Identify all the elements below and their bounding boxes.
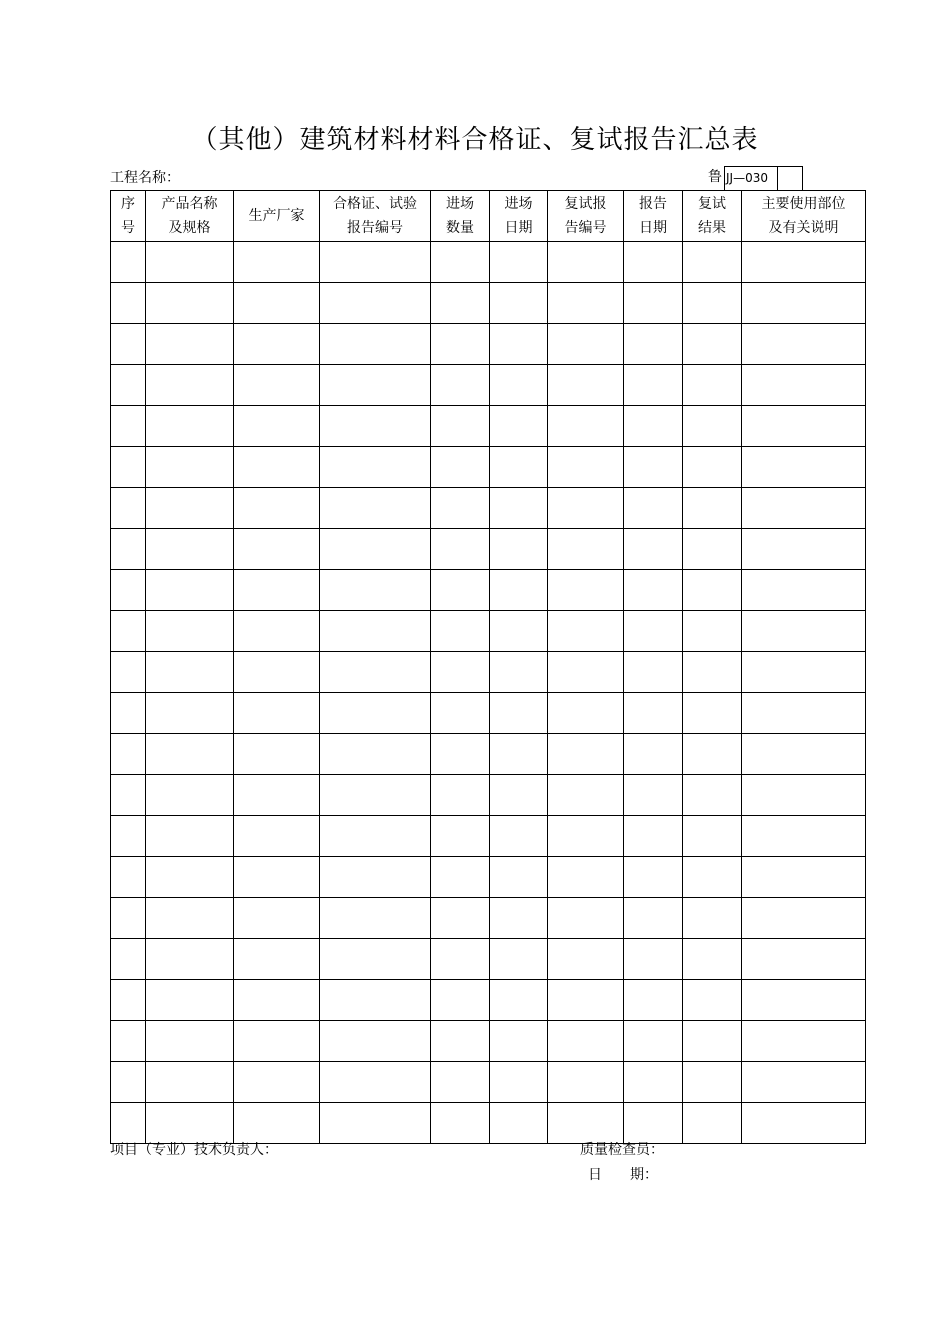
table-row: [111, 1103, 866, 1144]
table-cell[interactable]: [683, 406, 742, 447]
table-cell[interactable]: [146, 324, 234, 365]
table-cell[interactable]: [111, 406, 146, 447]
form-code-prefix: 鲁: [708, 169, 722, 185]
table-cell[interactable]: [146, 611, 234, 652]
table-cell[interactable]: [742, 488, 866, 529]
table-row: [111, 447, 866, 488]
table-cell[interactable]: [683, 816, 742, 857]
table-cell[interactable]: [431, 816, 490, 857]
table-cell[interactable]: [490, 529, 548, 570]
table-cell[interactable]: [683, 1103, 742, 1144]
table-cell[interactable]: [234, 529, 320, 570]
table-cell[interactable]: [683, 939, 742, 980]
header-serial-no: 序 号: [111, 191, 146, 242]
table-cell[interactable]: [683, 857, 742, 898]
table-cell[interactable]: [548, 488, 624, 529]
header-certificate-no: 合格证、试验 报告编号: [320, 191, 431, 242]
table-cell[interactable]: [111, 734, 146, 775]
table-cell[interactable]: [624, 447, 683, 488]
summary-table: [110, 190, 866, 1144]
table-cell[interactable]: [146, 693, 234, 734]
table-cell[interactable]: [548, 816, 624, 857]
table-row: [111, 693, 866, 734]
table-cell[interactable]: [548, 980, 624, 1021]
table-cell[interactable]: [146, 529, 234, 570]
table-cell[interactable]: [146, 652, 234, 693]
table-cell[interactable]: [548, 324, 624, 365]
table-cell[interactable]: [146, 816, 234, 857]
table-row: [111, 857, 866, 898]
table-cell[interactable]: [146, 775, 234, 816]
table-cell[interactable]: [490, 857, 548, 898]
table-cell[interactable]: [490, 570, 548, 611]
table-cell[interactable]: [111, 857, 146, 898]
table-body: [111, 242, 866, 1144]
table-cell[interactable]: [683, 529, 742, 570]
table-cell[interactable]: [234, 324, 320, 365]
table-cell[interactable]: [320, 611, 431, 652]
table-cell[interactable]: [234, 570, 320, 611]
table-cell[interactable]: [234, 693, 320, 734]
table-cell[interactable]: [234, 980, 320, 1021]
table-cell[interactable]: [320, 898, 431, 939]
table-cell[interactable]: [683, 488, 742, 529]
table-cell[interactable]: [624, 693, 683, 734]
table-cell[interactable]: [548, 242, 624, 283]
table-cell[interactable]: [111, 529, 146, 570]
form-code-number: JJ—030: [725, 167, 778, 191]
table-row: [111, 652, 866, 693]
table-cell[interactable]: [111, 898, 146, 939]
table-cell[interactable]: [742, 1021, 866, 1062]
table-cell[interactable]: [431, 1021, 490, 1062]
table-cell[interactable]: [431, 529, 490, 570]
table-cell[interactable]: [683, 365, 742, 406]
table-cell[interactable]: [320, 570, 431, 611]
table-header-row: [111, 191, 866, 242]
table-cell[interactable]: [234, 816, 320, 857]
table-cell[interactable]: [624, 570, 683, 611]
table-cell[interactable]: [624, 1021, 683, 1062]
table-cell[interactable]: [431, 775, 490, 816]
table-cell[interactable]: [234, 1021, 320, 1062]
table-row: [111, 611, 866, 652]
table-cell[interactable]: [624, 775, 683, 816]
table-cell[interactable]: [320, 365, 431, 406]
table-cell[interactable]: [431, 365, 490, 406]
table-cell[interactable]: [234, 857, 320, 898]
table-cell[interactable]: [320, 857, 431, 898]
table-cell[interactable]: [234, 283, 320, 324]
table-cell[interactable]: [548, 611, 624, 652]
table-row: [111, 242, 866, 283]
table-cell[interactable]: [431, 898, 490, 939]
table-cell[interactable]: [111, 939, 146, 980]
table-cell[interactable]: [490, 611, 548, 652]
table-cell[interactable]: [548, 652, 624, 693]
header-product-name: 产品名称 及规格: [146, 191, 234, 242]
table-cell[interactable]: [146, 857, 234, 898]
table-cell[interactable]: [683, 324, 742, 365]
table-cell[interactable]: [683, 775, 742, 816]
table-cell[interactable]: [683, 898, 742, 939]
table-cell[interactable]: [111, 980, 146, 1021]
table-cell[interactable]: [548, 1103, 624, 1144]
table-cell[interactable]: [742, 693, 866, 734]
table-cell[interactable]: [320, 1021, 431, 1062]
table-cell[interactable]: [490, 1103, 548, 1144]
table-cell[interactable]: [431, 447, 490, 488]
table-row: [111, 283, 866, 324]
table-cell[interactable]: [146, 1103, 234, 1144]
table-cell[interactable]: [146, 570, 234, 611]
table-cell[interactable]: [320, 980, 431, 1021]
table-cell[interactable]: [742, 980, 866, 1021]
table-cell[interactable]: [742, 1062, 866, 1103]
table-cell[interactable]: [742, 611, 866, 652]
table-cell[interactable]: [146, 242, 234, 283]
table-cell[interactable]: [320, 529, 431, 570]
table-cell[interactable]: [548, 898, 624, 939]
table-cell[interactable]: [111, 1062, 146, 1103]
table-cell[interactable]: [111, 652, 146, 693]
table-cell[interactable]: [742, 652, 866, 693]
table-cell[interactable]: [146, 365, 234, 406]
table-cell[interactable]: [320, 652, 431, 693]
table-cell[interactable]: [742, 1103, 866, 1144]
table-cell[interactable]: [146, 939, 234, 980]
table-cell[interactable]: [548, 447, 624, 488]
table-cell[interactable]: [490, 283, 548, 324]
table-cell[interactable]: [146, 406, 234, 447]
table-row: [111, 488, 866, 529]
table-cell[interactable]: [431, 611, 490, 652]
table-cell[interactable]: [624, 365, 683, 406]
table-cell[interactable]: [548, 406, 624, 447]
table-cell[interactable]: [624, 1103, 683, 1144]
form-code-blank-cell: [778, 167, 802, 191]
table-cell[interactable]: [234, 775, 320, 816]
table-cell[interactable]: [320, 775, 431, 816]
table-cell[interactable]: [742, 816, 866, 857]
table-cell[interactable]: [146, 980, 234, 1021]
table-cell[interactable]: [111, 1103, 146, 1144]
table-cell[interactable]: [683, 693, 742, 734]
table-cell[interactable]: [683, 652, 742, 693]
table-cell[interactable]: [431, 734, 490, 775]
table-cell[interactable]: [234, 406, 320, 447]
table-cell[interactable]: [742, 242, 866, 283]
table-cell[interactable]: [111, 611, 146, 652]
table-cell[interactable]: [490, 898, 548, 939]
table-cell[interactable]: [320, 693, 431, 734]
table-cell[interactable]: [111, 816, 146, 857]
form-code: [708, 166, 803, 191]
table-cell[interactable]: [234, 734, 320, 775]
table-cell[interactable]: [548, 939, 624, 980]
header-entry-date: 进场 日期: [490, 191, 548, 242]
table-cell[interactable]: [742, 324, 866, 365]
table-cell[interactable]: [624, 898, 683, 939]
table-cell[interactable]: [683, 980, 742, 1021]
header-entry-quantity: 进场 数量: [431, 191, 490, 242]
table-row: [111, 898, 866, 939]
table-row: [111, 816, 866, 857]
table-cell[interactable]: [624, 1062, 683, 1103]
table-cell[interactable]: [111, 488, 146, 529]
table-row: [111, 529, 866, 570]
table-cell[interactable]: [146, 1062, 234, 1103]
table-cell[interactable]: [742, 529, 866, 570]
table-cell[interactable]: [320, 1103, 431, 1144]
table-cell[interactable]: [431, 857, 490, 898]
table-cell[interactable]: [320, 406, 431, 447]
table-cell[interactable]: [624, 406, 683, 447]
table-cell[interactable]: [320, 816, 431, 857]
table-cell[interactable]: [320, 734, 431, 775]
table-row: [111, 1062, 866, 1103]
table-cell[interactable]: [548, 734, 624, 775]
table-cell[interactable]: [683, 570, 742, 611]
table-row: [111, 1021, 866, 1062]
table-cell[interactable]: [548, 1021, 624, 1062]
table-cell[interactable]: [146, 734, 234, 775]
table-cell[interactable]: [490, 324, 548, 365]
table-cell[interactable]: [683, 611, 742, 652]
header-report-date: 报告 日期: [624, 191, 683, 242]
table-cell[interactable]: [490, 1021, 548, 1062]
table-cell[interactable]: [234, 488, 320, 529]
table-cell[interactable]: [683, 734, 742, 775]
table-cell[interactable]: [146, 898, 234, 939]
table-cell[interactable]: [624, 857, 683, 898]
table-cell[interactable]: [111, 283, 146, 324]
table-cell[interactable]: [490, 652, 548, 693]
table-cell[interactable]: [683, 1062, 742, 1103]
table-cell[interactable]: [234, 939, 320, 980]
table-cell[interactable]: [624, 488, 683, 529]
table-cell[interactable]: [490, 734, 548, 775]
table-row: [111, 775, 866, 816]
table-cell[interactable]: [683, 283, 742, 324]
table-cell[interactable]: [111, 1021, 146, 1062]
table-cell[interactable]: [234, 242, 320, 283]
table-cell[interactable]: [234, 1103, 320, 1144]
table-cell[interactable]: [548, 775, 624, 816]
table-cell[interactable]: [683, 242, 742, 283]
table-cell[interactable]: [111, 775, 146, 816]
table-cell[interactable]: [111, 365, 146, 406]
table-cell[interactable]: [431, 1103, 490, 1144]
form-code-box: [724, 166, 803, 191]
table-cell[interactable]: [320, 283, 431, 324]
table-cell[interactable]: [490, 816, 548, 857]
table-cell[interactable]: [431, 242, 490, 283]
table-cell[interactable]: [431, 488, 490, 529]
table-cell[interactable]: [742, 283, 866, 324]
table-cell[interactable]: [234, 1062, 320, 1103]
table-cell[interactable]: [624, 324, 683, 365]
table-cell[interactable]: [624, 734, 683, 775]
table-cell[interactable]: [111, 570, 146, 611]
date-label: 日 期：: [588, 1167, 658, 1183]
table-cell[interactable]: [742, 570, 866, 611]
table-cell[interactable]: [320, 939, 431, 980]
project-name-label: 工程名称：: [110, 170, 180, 186]
table-cell[interactable]: [624, 939, 683, 980]
table-cell[interactable]: [490, 775, 548, 816]
table-cell[interactable]: [111, 242, 146, 283]
table-cell[interactable]: [146, 1021, 234, 1062]
table-cell[interactable]: [624, 652, 683, 693]
table-row: [111, 734, 866, 775]
table-cell[interactable]: [320, 488, 431, 529]
table-cell[interactable]: [624, 980, 683, 1021]
table-cell[interactable]: [548, 283, 624, 324]
tech-lead-signature-label: 项目（专业）技术负责人：: [110, 1142, 278, 1158]
table-cell[interactable]: [548, 1062, 624, 1103]
table-cell[interactable]: [320, 447, 431, 488]
table-cell[interactable]: [234, 447, 320, 488]
table-row: [111, 324, 866, 365]
table-row: [111, 365, 866, 406]
table-cell[interactable]: [320, 242, 431, 283]
table-cell[interactable]: [146, 283, 234, 324]
table-cell[interactable]: [431, 570, 490, 611]
table-cell[interactable]: [234, 652, 320, 693]
table-cell[interactable]: [624, 529, 683, 570]
table-cell[interactable]: [490, 447, 548, 488]
table-cell[interactable]: [548, 529, 624, 570]
header-retest-result: 复试 结果: [683, 191, 742, 242]
table-cell[interactable]: [431, 406, 490, 447]
inspector-signature-label: 质量检查员：: [580, 1142, 664, 1158]
table-cell[interactable]: [431, 1062, 490, 1103]
table-cell[interactable]: [490, 488, 548, 529]
table-cell[interactable]: [431, 324, 490, 365]
document-title: （其他）建筑材料材料合格证、复试报告汇总表: [191, 125, 759, 155]
table-row: [111, 939, 866, 980]
table-cell[interactable]: [111, 693, 146, 734]
table-cell[interactable]: [742, 365, 866, 406]
table-row: [111, 406, 866, 447]
table-cell[interactable]: [548, 693, 624, 734]
table-row: [111, 570, 866, 611]
table-cell[interactable]: [111, 324, 146, 365]
table-cell[interactable]: [683, 447, 742, 488]
table-cell[interactable]: [742, 898, 866, 939]
table-cell[interactable]: [490, 365, 548, 406]
table-cell[interactable]: [490, 242, 548, 283]
table-cell[interactable]: [742, 406, 866, 447]
table-cell[interactable]: [234, 898, 320, 939]
table-cell[interactable]: [146, 488, 234, 529]
table-row: [111, 980, 866, 1021]
table-cell[interactable]: [146, 447, 234, 488]
table-cell[interactable]: [548, 570, 624, 611]
table-cell[interactable]: [548, 365, 624, 406]
table-cell[interactable]: [490, 693, 548, 734]
table-cell[interactable]: [624, 816, 683, 857]
table-cell[interactable]: [431, 980, 490, 1021]
header-retest-report-no: 复试报 告编号: [548, 191, 624, 242]
table-cell[interactable]: [320, 1062, 431, 1103]
table-cell[interactable]: [320, 324, 431, 365]
table-cell[interactable]: [234, 611, 320, 652]
table-cell[interactable]: [624, 611, 683, 652]
table-cell[interactable]: [490, 980, 548, 1021]
table-cell[interactable]: [624, 242, 683, 283]
table-cell[interactable]: [683, 1021, 742, 1062]
table-cell[interactable]: [742, 857, 866, 898]
table-cell[interactable]: [490, 1062, 548, 1103]
header-manufacturer: 生产厂家: [234, 191, 320, 242]
table-cell[interactable]: [742, 939, 866, 980]
table-cell[interactable]: [624, 283, 683, 324]
table-cell[interactable]: [742, 447, 866, 488]
table-cell[interactable]: [548, 857, 624, 898]
table-cell[interactable]: [234, 365, 320, 406]
table-cell[interactable]: [490, 939, 548, 980]
table-cell[interactable]: [431, 693, 490, 734]
table-cell[interactable]: [111, 447, 146, 488]
table-cell[interactable]: [431, 283, 490, 324]
table-cell[interactable]: [742, 734, 866, 775]
table-cell[interactable]: [431, 939, 490, 980]
table-cell[interactable]: [742, 775, 866, 816]
header-usage-location: 主要使用部位 及有关说明: [742, 191, 866, 242]
table-cell[interactable]: [431, 652, 490, 693]
table-cell[interactable]: [490, 406, 548, 447]
